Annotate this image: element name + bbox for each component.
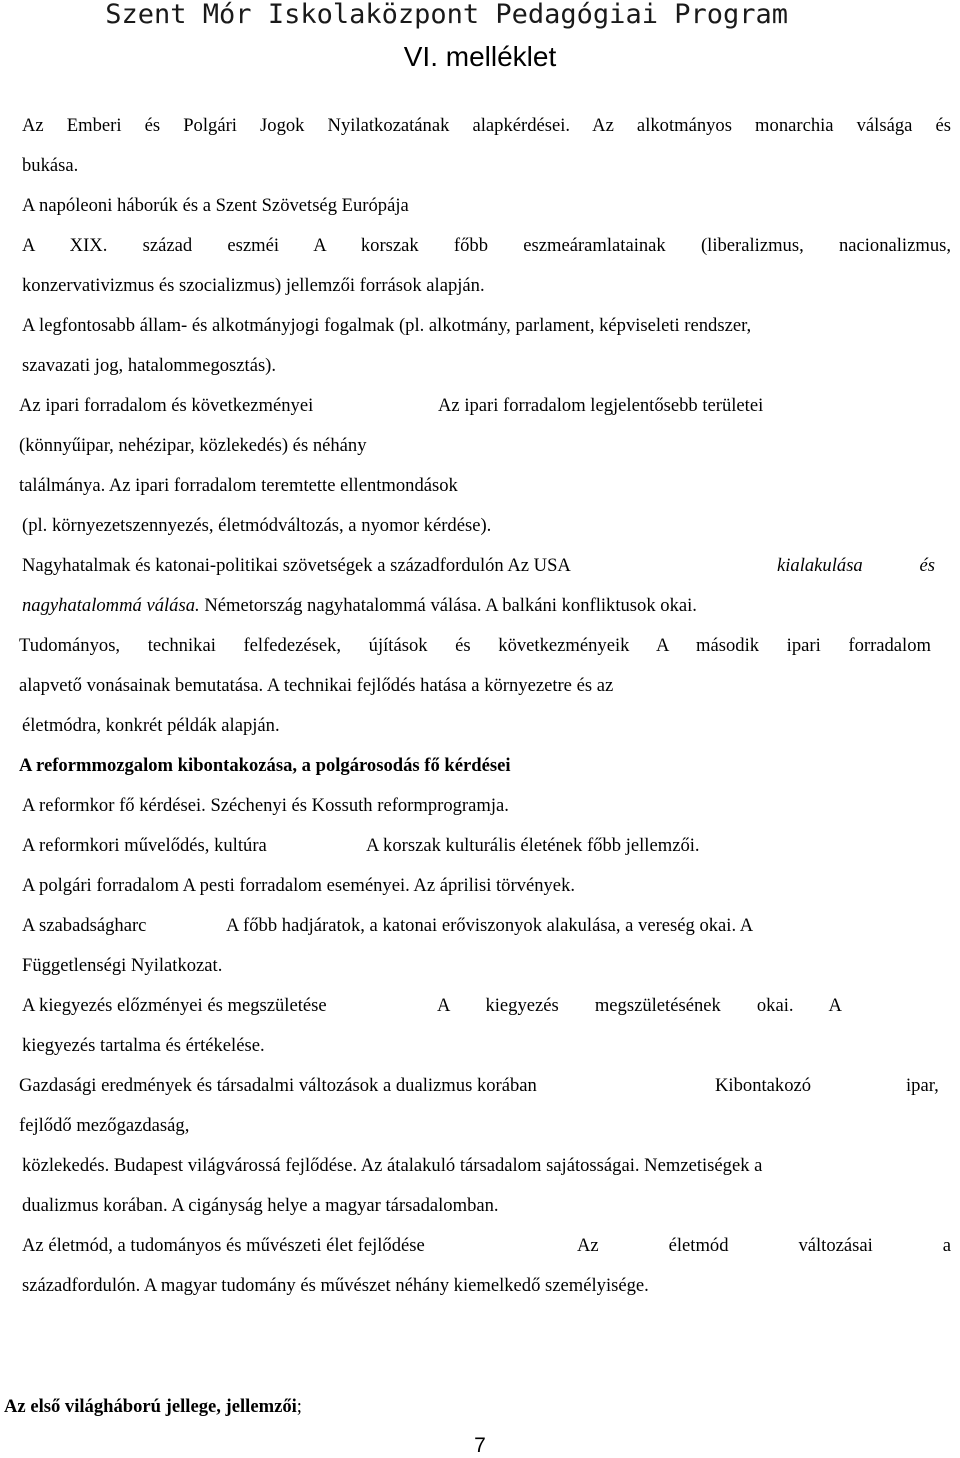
text-line: (könnyűipar, nehézipar, közlekedés) és néhány — [19, 435, 367, 456]
text-line: konzervativizmus és szocializmus) jellemzői források alapján. — [22, 275, 485, 296]
text-span: Németország nagyhatalommá válása. A balkáni konfliktusok okai. — [199, 595, 697, 616]
appendix-title: VI. melléklet — [403, 41, 557, 72]
document-header-title: Szent Mór Iskolaközpont Pedagógiai Program — [105, 0, 788, 30]
text-line: (pl. környezetszennyezés, életmódváltozás, a nyomor kérdése). — [22, 515, 492, 536]
text-line: fejlődő mezőgazdaság, — [19, 1115, 190, 1136]
text-line: kiegyezés tartalma és értékelése. — [22, 1035, 265, 1056]
text-line: ipar, — [906, 1075, 939, 1096]
italic-text: nagyhatalommá válása. — [22, 595, 200, 616]
page-number: 7 — [474, 1434, 486, 1457]
text-line: A legfontosabb állam- és alkotmányjogi fogalmak (pl. alkotmány, parlament, képviseleti rendszer, — [22, 315, 752, 336]
text-line: Az Emberi és Polgári Jogok Nyilatkozatának alapkérdései. Az alkotmányos monarchia válsága és — [22, 115, 951, 136]
text-line: A kiegyezés előzményei és megszületése — [22, 995, 327, 1016]
text-line: Függetlenségi Nyilatkozat. — [22, 955, 223, 976]
text-line: A korszak kulturális életének főbb jellemzői. — [366, 835, 700, 856]
text-line: dualizmus korában. A cigányság helye a magyar társadalomban. — [22, 1195, 499, 1216]
text-line: találmánya. Az ipari forradalom teremtette ellentmondások — [19, 475, 458, 496]
text-line: századfordulón. A magyar tudomány és művészet néhány kiemelkedő személyisége. — [22, 1275, 649, 1296]
text-line: bukása. — [22, 155, 79, 176]
text-line: Nagyhatalmak és katonai-politikai szövetségek a századfordulón Az USA — [22, 555, 571, 576]
text-line: A kiegyezés megszületésének okai. A — [437, 995, 842, 1016]
text-line: Az életmód változásai a — [577, 1235, 951, 1256]
section-heading: A reformmozgalom kibontakozása, a polgárosodás fő kérdései — [19, 755, 511, 776]
text-line: szavazati jog, hatalommegosztás). — [22, 355, 277, 376]
text-line: Kibontakozó — [715, 1075, 812, 1096]
text-line: A reformkor fő kérdései. Széchenyi és Kossuth reformprogramja. — [22, 795, 509, 816]
text-line: kialakulása és — [777, 555, 935, 576]
text-line: alapvető vonásainak bemutatása. A technikai fejlődés hatása a környezetre és az — [19, 675, 614, 696]
text-line: Az ipari forradalom legjelentősebb területei — [438, 395, 764, 416]
text-span: ; — [296, 1396, 302, 1417]
bold-heading: Az első világháború jellege, jellemzői — [4, 1396, 297, 1417]
text-line: A szabadságharc — [22, 915, 147, 936]
text-line: közlekedés. Budapest világvárossá fejlődése. Az átalakuló társadalom sajátosságai. Nemzetiségek a — [22, 1155, 763, 1176]
text-line: életmódra, konkrét példák alapján. — [22, 715, 280, 736]
text-line: Az életmód, a tudományos és művészeti élet fejlődése — [22, 1235, 425, 1256]
text-line: Tudományos, technikai felfedezések, újítások és következményeik A második ipari forradalom — [19, 635, 931, 656]
text-line: A főbb hadjáratok, a katonai erőviszonyok alakulása, a vereség okai. A — [226, 915, 754, 936]
text-line: A polgári forradalom A pesti forradalom eseményei. Az áprilisi törvények. — [22, 875, 576, 896]
text-line: A reformkori művelődés, kultúra — [22, 835, 267, 856]
text-line: A napóleoni háborúk és a Szent Szövetség Európája — [22, 195, 409, 216]
text-line: A XIX. század eszméi A korszak főbb eszmeáramlatainak (liberalizmus, nacionalizmus, — [22, 235, 951, 256]
text-line — [22, 594, 697, 618]
text-line — [4, 1395, 302, 1419]
text-line: Gazdasági eredmények és társadalmi változások a dualizmus korában — [19, 1075, 537, 1096]
text-line: Az ipari forradalom és következményei — [19, 395, 314, 416]
